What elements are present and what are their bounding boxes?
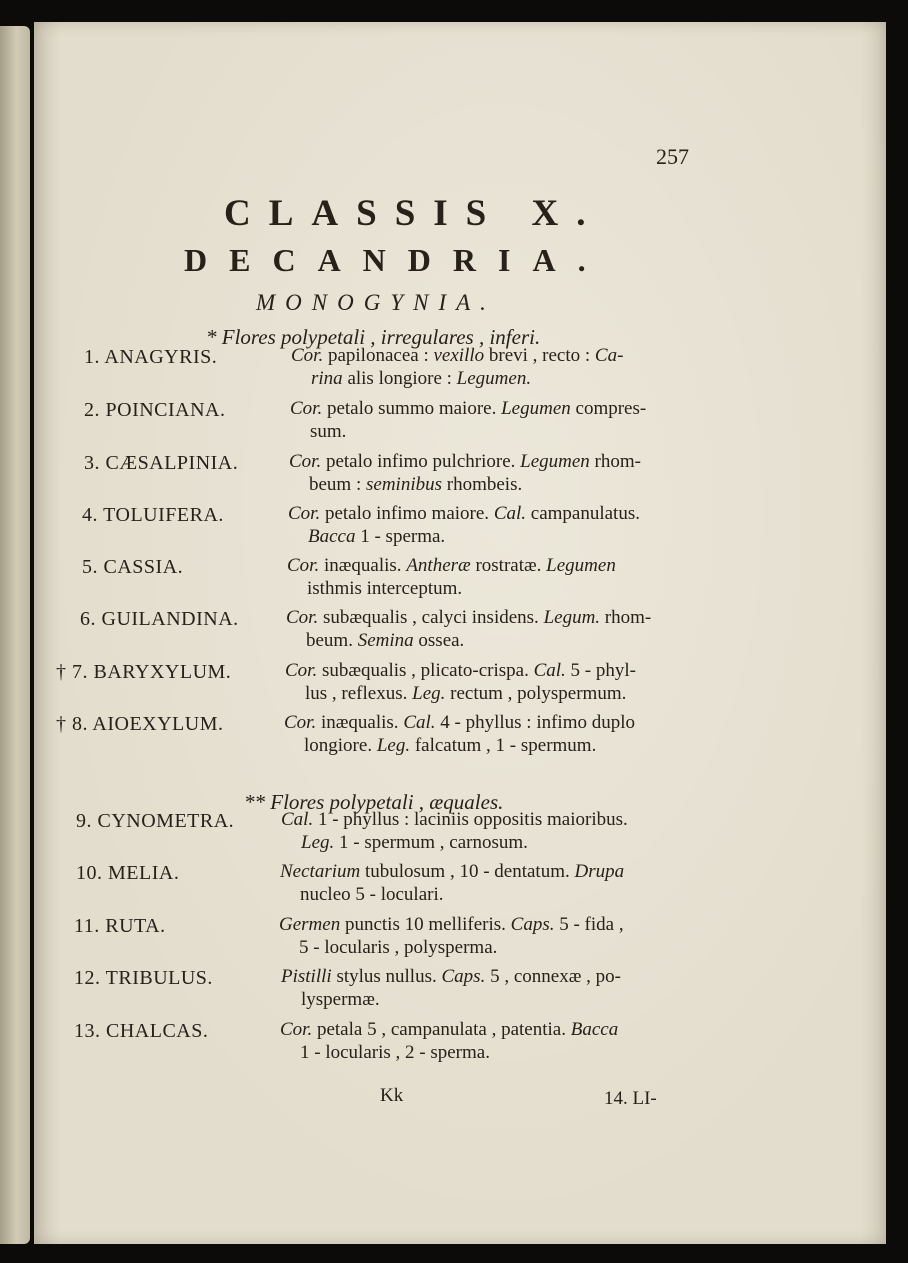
book-page [34, 22, 886, 1244]
genus-description-line: Cor. petalo infimo pulchriore. Legumen rhom- [289, 451, 641, 472]
genus-description-continuation: 1 - locularis , 2 - sperma. [300, 1042, 490, 1063]
genus-description-continuation: beum. Semina ossea. [306, 630, 465, 651]
next-page-catchword: 14. LI- [604, 1088, 657, 1109]
genus-description-line: Cor. subæqualis , plicato-crispa. Cal. 5 - phyl- [285, 660, 636, 681]
genus-description-line: Cal. 1 - phyllus : laciniis oppositis maioribus. [281, 809, 628, 830]
facing-page-edge [0, 26, 30, 1244]
signature-catchword: Kk [380, 1085, 404, 1106]
genus-label: 4. TOLUIFERA. [82, 504, 224, 526]
genus-label: 1. ANAGYRIS. [84, 346, 218, 368]
genus-label: 11. RUTA. [74, 915, 166, 937]
genus-label: 10. MELIA. [76, 862, 180, 884]
class-title: CLASSIS X. [224, 193, 604, 234]
genus-label: 5. CASSIA. [82, 556, 184, 578]
genus-description-continuation: lus , reflexus. Leg. rectum , polyspermum. [305, 683, 627, 704]
order-subtitle: MONOGYNIA. [256, 290, 496, 315]
genus-label: 6. GUILANDINA. [80, 608, 239, 630]
genus-description-continuation: nucleo 5 - loculari. [300, 884, 444, 905]
genus-description-line: Cor. petala 5 , campanulata , patentia. Bacca [280, 1019, 619, 1040]
genus-description-continuation: Leg. 1 - spermum , carnosum. [301, 832, 528, 853]
section-heading-equal: ** Flores polypetali , æquales. [244, 790, 504, 814]
genus-label: 13. CHALCAS. [74, 1020, 209, 1042]
genus-description-line: Cor. inæqualis. Antheræ rostratæ. Legumen [287, 555, 616, 576]
order-title: DECANDRIA. [184, 242, 608, 278]
genus-description-line: Pistilli stylus nullus. Caps. 5 , connexæ , po- [281, 966, 621, 987]
genus-label: 12. TRIBULUS. [74, 967, 213, 989]
genus-description-line: Cor. inæqualis. Cal. 4 - phyllus : infimo duplo [284, 712, 636, 733]
genus-description-line: Germen punctis 10 melliferis. Caps. 5 - fida , [279, 914, 624, 935]
genus-description-line: Cor. petalo infimo maiore. Cal. campanulatus. [288, 503, 640, 524]
genus-description-continuation: longiore. Leg. falcatum , 1 - spermum. [304, 735, 597, 756]
genus-label: 2. POINCIANA. [84, 399, 226, 421]
genus-description-line: Cor. petalo summo maiore. Legumen compres- [290, 398, 647, 419]
genus-label: 3. CÆSALPINIA. [84, 452, 239, 474]
page-number: 257 [656, 144, 689, 169]
genus-label: † 7. BARYXYLUM. [56, 661, 232, 683]
genus-label: 9. CYNOMETRA. [76, 810, 235, 832]
genus-label: † 8. AIOEXYLUM. [56, 713, 224, 735]
section-heading-irregular: * Flores polypetali , irregulares , inferi. [206, 325, 541, 349]
genus-description-line: Cor. subæqualis , calyci insidens. Legum. rhom- [286, 607, 652, 628]
genus-description-continuation: Bacca 1 - sperma. [308, 526, 446, 547]
genus-description-line: Nectarium tubulosum , 10 - dentatum. Drupa [280, 861, 625, 882]
genus-description-continuation: isthmis interceptum. [307, 578, 463, 599]
genus-description-continuation: rina alis longiore : Legumen. [311, 368, 532, 389]
genus-description-line: Cor. papilonacea : vexillo brevi , recto : Ca- [291, 345, 624, 366]
genus-description-continuation: 5 - locularis , polysperma. [299, 937, 498, 958]
genus-description-continuation: lyspermæ. [301, 989, 380, 1010]
genus-description-continuation: sum. [310, 421, 347, 442]
genus-description-continuation: beum : seminibus rhombeis. [309, 474, 523, 495]
